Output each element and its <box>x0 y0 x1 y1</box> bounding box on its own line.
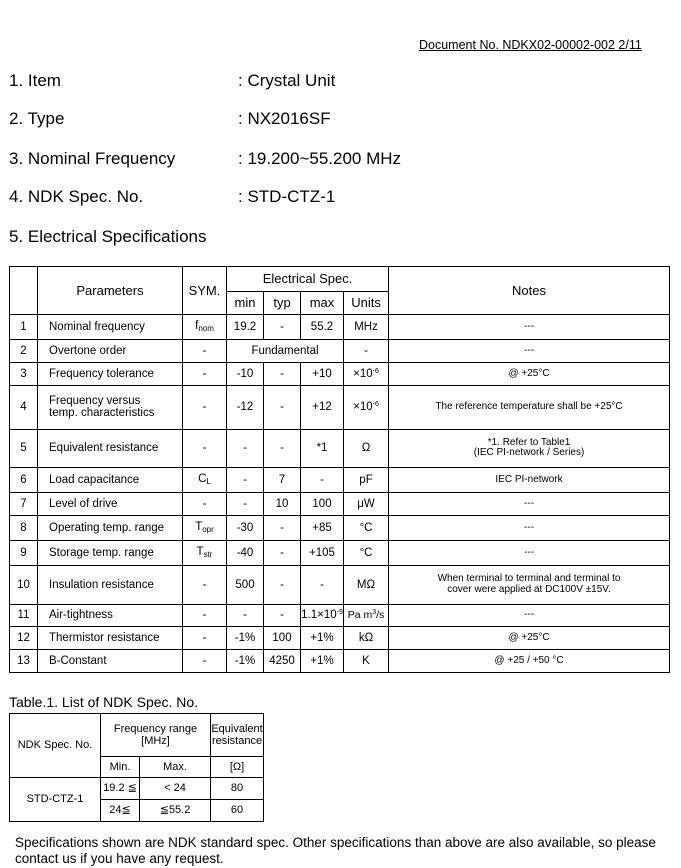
freq-min: 24≦ <box>101 800 140 822</box>
row-max: 100 <box>301 493 344 516</box>
param-line-1: Frequency versus <box>49 395 141 408</box>
row-unit: μW <box>344 493 389 516</box>
row-notes: --- <box>389 604 670 627</box>
row-max: - <box>301 467 344 492</box>
item-label: 1. Item <box>9 71 61 90</box>
footer-note: Specifications shown are NDK standard spec. Other specifications than above are also available, so please contact us if you have any request. <box>15 835 656 866</box>
row-parameter: Storage temp. range <box>38 540 183 565</box>
type-label: 2. Type <box>9 109 65 128</box>
row-number: 2 <box>10 340 38 363</box>
row-symbol: - <box>183 385 227 429</box>
row-unit <box>344 385 389 429</box>
row-unit: MHz <box>344 315 389 340</box>
header-notes: Notes <box>389 267 670 315</box>
table-row <box>10 778 264 800</box>
row-notes: --- <box>389 540 670 565</box>
table1-title: Table.1. List of NDK Spec. No. <box>9 694 199 710</box>
unit-base: ×10 <box>353 367 373 380</box>
row-number: 13 <box>10 650 38 673</box>
symbol-subscript: str <box>203 550 213 560</box>
row-symbol <box>183 515 227 540</box>
row-unit: °C <box>344 540 389 565</box>
row-min: -1% <box>227 627 264 650</box>
freq-max: ≦55.2 <box>140 800 211 822</box>
document-number: Document No. NDKX02-00002-002 2/11 <box>419 38 642 52</box>
row-symbol: - <box>183 493 227 516</box>
header-min: min <box>227 292 264 315</box>
table-row <box>10 467 670 492</box>
row-symbol <box>183 540 227 565</box>
row-symbol: - <box>183 604 227 627</box>
row-min: - <box>227 604 264 627</box>
row-typ: - <box>264 315 301 340</box>
row-parameter: Air-tightness <box>38 604 183 627</box>
row-min: - <box>227 429 264 467</box>
header-ohm-unit: [Ω] <box>211 757 264 778</box>
row-min: -30 <box>227 515 264 540</box>
row-unit: - <box>344 340 389 363</box>
header-typ: typ <box>264 292 301 315</box>
type-value: : NX2016SF <box>238 109 331 128</box>
row-min: 500 <box>227 566 264 604</box>
row-symbol: - <box>183 627 227 650</box>
unit-superscript: -6 <box>372 401 379 409</box>
row-notes: --- <box>389 340 670 363</box>
item-value: : Crystal Unit <box>238 71 336 90</box>
table-row <box>10 627 670 650</box>
row-min: -40 <box>227 540 264 565</box>
row-number: 10 <box>10 566 38 604</box>
row-symbol: - <box>183 429 227 467</box>
row-unit: kΩ <box>344 627 389 650</box>
row-max <box>301 604 344 627</box>
unit-base: ×10 <box>353 401 373 414</box>
row-value-span: Fundamental <box>227 340 344 363</box>
row-parameter <box>38 385 183 429</box>
table-row <box>10 362 670 385</box>
row-parameter: Frequency tolerance <box>38 362 183 385</box>
freq-min: 19.2 ≦ <box>101 778 140 800</box>
row-parameter: Load capacitance <box>38 467 183 492</box>
unit-superscript: -6 <box>372 367 379 375</box>
spec-no-cell: STD-CTZ-1 <box>10 778 101 822</box>
row-typ: - <box>264 385 301 429</box>
row-notes: The reference temperature shall be +25°C <box>389 385 670 429</box>
row-typ: 4250 <box>264 650 301 673</box>
row-symbol: - <box>183 340 227 363</box>
section-heading: 5. Electrical Specifications <box>9 227 207 246</box>
param-line-2: temp. characteristics <box>49 407 155 420</box>
row-number: 3 <box>10 362 38 385</box>
header-max: max <box>301 292 344 315</box>
freq-max: < 24 <box>140 778 211 800</box>
row-typ: - <box>264 429 301 467</box>
row-max: *1 <box>301 429 344 467</box>
row-typ: 7 <box>264 467 301 492</box>
header-number <box>10 267 38 315</box>
row-number: 4 <box>10 385 38 429</box>
row-typ: - <box>264 515 301 540</box>
row-unit: MΩ <box>344 566 389 604</box>
table-row <box>10 604 670 627</box>
row-notes <box>389 566 670 604</box>
row-number: 1 <box>10 315 38 340</box>
unit-superscript: 3 <box>372 609 377 617</box>
row-min: 19.2 <box>227 315 264 340</box>
row-symbol: - <box>183 566 227 604</box>
row-max: +10 <box>301 362 344 385</box>
symbol-subscript: L <box>206 477 211 487</box>
row-notes: --- <box>389 515 670 540</box>
row-max: +12 <box>301 385 344 429</box>
electrical-spec-table <box>9 266 670 673</box>
row-max: 55.2 <box>301 315 344 340</box>
row-typ: 100 <box>264 627 301 650</box>
row-parameter: Insulation resistance <box>38 566 183 604</box>
row-number: 5 <box>10 429 38 467</box>
row-notes: @ +25°C <box>389 362 670 385</box>
row-max: +85 <box>301 515 344 540</box>
header-equivalent-resistance <box>211 714 264 757</box>
row-min: - <box>227 493 264 516</box>
row-unit <box>344 604 389 627</box>
row-notes: --- <box>389 315 670 340</box>
header-electrical-spec: Electrical Spec. <box>227 267 389 292</box>
row-symbol <box>183 467 227 492</box>
row-min: -1% <box>227 650 264 673</box>
row-notes: IEC PI-network <box>389 467 670 492</box>
header-units: Units <box>344 292 389 315</box>
row-typ: - <box>264 540 301 565</box>
row-unit: pF <box>344 467 389 492</box>
row-parameter: Overtone order <box>38 340 183 363</box>
resistance: 60 <box>211 800 264 822</box>
spec-number-label: 4. NDK Spec. No. <box>9 187 144 206</box>
header-max: Max. <box>140 757 211 778</box>
eq-header-line-1: Equivalent <box>211 722 263 735</box>
max-superscript: -9 <box>336 609 343 617</box>
symbol-base: T <box>196 546 204 559</box>
row-number: 6 <box>10 467 38 492</box>
row-max: +1% <box>301 650 344 673</box>
row-max: +1% <box>301 627 344 650</box>
table-row <box>10 429 670 467</box>
symbol-base: C <box>198 473 207 486</box>
row-parameter: Equivalent resistance <box>38 429 183 467</box>
symbol-subscript: nom <box>198 324 214 334</box>
row-parameter: Operating temp. range <box>38 515 183 540</box>
row-unit: °C <box>344 515 389 540</box>
row-notes: @ +25°C <box>389 627 670 650</box>
row-typ: - <box>264 566 301 604</box>
row-typ: 10 <box>264 493 301 516</box>
row-symbol: - <box>183 650 227 673</box>
header-frequency-range <box>101 714 211 757</box>
row-number: 8 <box>10 515 38 540</box>
table-row <box>10 315 670 340</box>
unit-tail: /s <box>376 609 385 622</box>
row-parameter: Nominal frequency <box>38 315 183 340</box>
row-parameter: Level of drive <box>38 493 183 516</box>
table-row <box>10 650 670 673</box>
freq-header-line-2: [MHz] <box>141 735 170 747</box>
header-spec-no: NDK Spec. No. <box>10 714 101 778</box>
row-number: 9 <box>10 540 38 565</box>
row-number: 7 <box>10 493 38 516</box>
eq-header-line-2: resistance <box>211 735 263 747</box>
row-max: - <box>301 566 344 604</box>
row-unit <box>344 362 389 385</box>
header-parameters: Parameters <box>38 267 183 315</box>
symbol-base: T <box>195 521 203 534</box>
row-parameter: B-Constant <box>38 650 183 673</box>
row-min: -12 <box>227 385 264 429</box>
notes-line-1: When terminal to terminal and terminal to <box>437 573 621 585</box>
resistance: 80 <box>211 778 264 800</box>
unit-base: Pa m <box>347 609 373 622</box>
row-parameter: Thermistor resistance <box>38 627 183 650</box>
table-row <box>10 493 670 516</box>
row-symbol <box>183 315 227 340</box>
frequency-label: 3. Nominal Frequency <box>9 149 176 168</box>
notes-line-2: cover were applied at DC100V ±15V. <box>447 583 611 595</box>
row-number: 11 <box>10 604 38 627</box>
table-row <box>10 340 670 363</box>
row-notes: @ +25 / +50 °C <box>389 650 670 673</box>
table-row <box>10 515 670 540</box>
row-min: -10 <box>227 362 264 385</box>
row-notes: --- <box>389 493 670 516</box>
symbol-base: f <box>195 320 199 333</box>
row-typ: - <box>264 604 301 627</box>
header-sym: SYM. <box>183 267 227 315</box>
table-row <box>10 566 670 604</box>
table-row <box>10 540 670 565</box>
frequency-value: : 19.200~55.200 MHz <box>238 149 402 168</box>
symbol-subscript: opr <box>202 525 214 535</box>
notes-line-1: *1. Refer to Table1 <box>487 436 571 448</box>
row-symbol: - <box>183 362 227 385</box>
row-typ: - <box>264 362 301 385</box>
notes-line-2: (IEC PI-network / Series) <box>473 447 585 459</box>
table-row <box>10 385 670 429</box>
row-max: +105 <box>301 540 344 565</box>
row-notes <box>389 429 670 467</box>
row-unit: K <box>344 650 389 673</box>
row-unit: Ω <box>344 429 389 467</box>
row-min: - <box>227 467 264 492</box>
row-number: 12 <box>10 627 38 650</box>
freq-header-line-1: Frequency range <box>113 722 198 735</box>
max-base: 1.1×10 <box>301 609 337 622</box>
spec-number-value: : STD-CTZ-1 <box>238 187 336 206</box>
header-min: Min. <box>101 757 140 778</box>
spec-list-table <box>9 713 264 822</box>
